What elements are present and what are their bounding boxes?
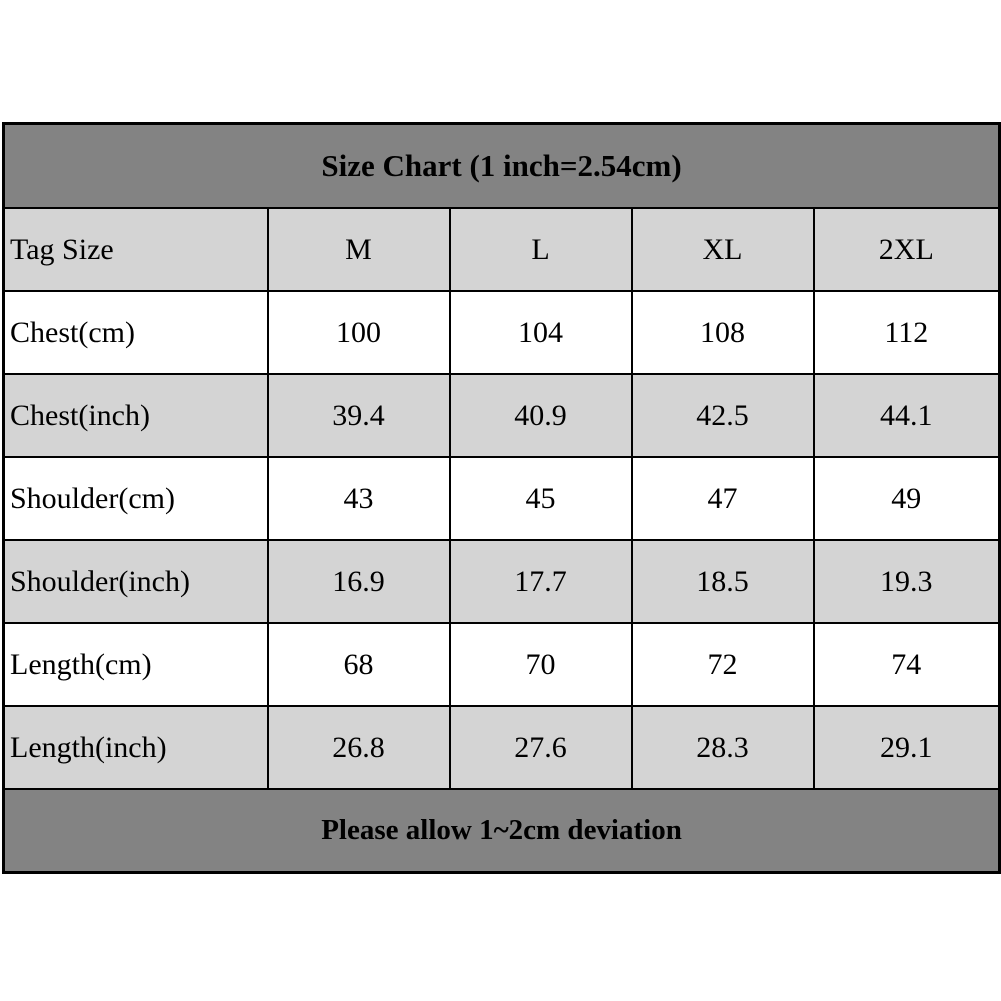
table-row [4,457,1000,540]
cell-value: 49 [814,457,1000,540]
cell-value: 108 [632,291,814,374]
cell-value: 40.9 [450,374,632,457]
cell-value: 17.7 [450,540,632,623]
size-chart-table [2,122,1001,874]
row-label: Shoulder(cm) [4,457,268,540]
header-size-l: L [450,208,632,291]
header-label: Tag Size [4,208,268,291]
cell-value: 16.9 [268,540,450,623]
cell-value: 100 [268,291,450,374]
footer-row [4,789,1000,873]
row-label: Chest(cm) [4,291,268,374]
header-row [4,208,1000,291]
cell-value: 18.5 [632,540,814,623]
cell-value: 28.3 [632,706,814,789]
cell-value: 70 [450,623,632,706]
cell-value: 43 [268,457,450,540]
table-row [4,706,1000,789]
row-label: Length(cm) [4,623,268,706]
cell-value: 112 [814,291,1000,374]
cell-value: 104 [450,291,632,374]
deviation-note: Please allow 1~2cm deviation [4,789,1000,873]
cell-value: 68 [268,623,450,706]
cell-value: 39.4 [268,374,450,457]
cell-value: 26.8 [268,706,450,789]
table-row [4,374,1000,457]
cell-value: 42.5 [632,374,814,457]
table-row [4,291,1000,374]
cell-value: 72 [632,623,814,706]
header-size-2xl: 2XL [814,208,1000,291]
row-label: Length(inch) [4,706,268,789]
header-size-m: M [268,208,450,291]
cell-value: 47 [632,457,814,540]
cell-value: 74 [814,623,1000,706]
cell-value: 44.1 [814,374,1000,457]
chart-title: Size Chart (1 inch=2.54cm) [4,124,1000,209]
table-row [4,540,1000,623]
cell-value: 45 [450,457,632,540]
cell-value: 19.3 [814,540,1000,623]
row-label: Chest(inch) [4,374,268,457]
header-size-xl: XL [632,208,814,291]
table-row [4,623,1000,706]
cell-value: 29.1 [814,706,1000,789]
row-label: Shoulder(inch) [4,540,268,623]
title-row [4,124,1000,209]
cell-value: 27.6 [450,706,632,789]
